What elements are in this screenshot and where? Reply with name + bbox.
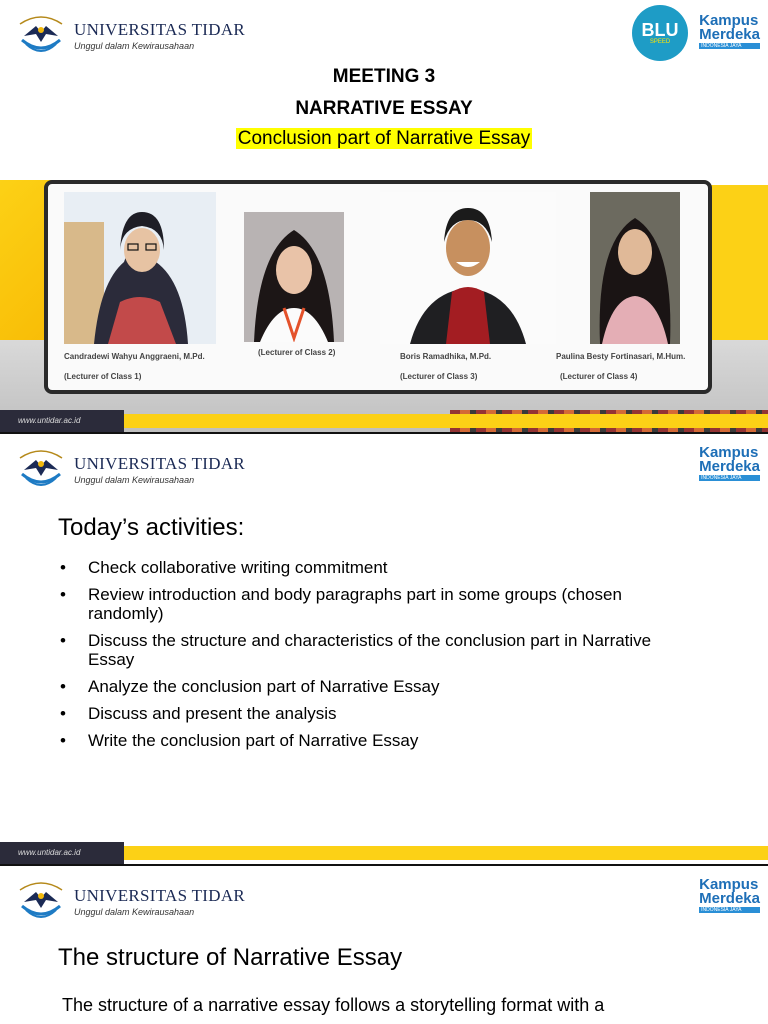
kampus-text: Kampus	[699, 444, 759, 461]
lecturer-name-1: Candradewi Wahyu Anggraeni, M.Pd.	[64, 352, 205, 361]
lecturer-card-2	[244, 192, 344, 357]
footer-url[interactable]: www.untidar.ac.id	[0, 842, 124, 864]
university-tagline: Unggul dalam Kewirausahaan	[74, 906, 195, 917]
list-item: • Write the conclusion part of Narrative Essay	[60, 731, 700, 750]
activities-list	[60, 558, 700, 758]
lecturer-class-1: (Lecturer of Class 1)	[64, 372, 142, 381]
list-item: • Analyze the conclusion part of Narrative Essay	[60, 677, 700, 696]
slide-3	[0, 866, 768, 1024]
slide-2	[0, 434, 768, 866]
meeting-title: MEETING 3	[332, 66, 436, 87]
lecturers-panel	[44, 180, 712, 394]
slide-1	[0, 0, 768, 434]
kampus-merdeka-logo	[699, 14, 760, 49]
university-tagline: Unggul dalam Kewirausahaan	[74, 40, 195, 51]
structure-body: The structure of a narrative essay follows a storytelling format with a	[62, 995, 605, 1015]
merdeka-text: Merdeka	[699, 26, 760, 43]
kampus-merdeka-logo	[699, 878, 760, 913]
list-item: • Check collaborative writing commitment	[60, 558, 700, 577]
indonesia-jaya-text: INDONESIA JAYA	[699, 907, 760, 913]
university-emblem-icon	[16, 878, 66, 924]
essay-title: NARRATIVE ESSAY	[295, 98, 473, 119]
lecturer-photo-3	[380, 192, 556, 344]
lecturer-name-3: Boris Ramadhika, M.Pd.	[400, 352, 492, 361]
list-item: • Review introduction and body paragraphs part in some groups (chosen randomly)	[60, 585, 700, 623]
blu-speed-logo	[632, 5, 688, 61]
lecturer-card-4	[556, 192, 686, 381]
footer-stripe	[124, 846, 768, 860]
lecturer-card-1	[64, 192, 216, 381]
kampus-merdeka-logo	[699, 446, 760, 481]
blu-sub-text: SPEED	[649, 39, 671, 45]
slide-subtitle: Conclusion part of Narrative Essay	[237, 128, 531, 149]
university-name: UNIVERSITAS TIDAR	[74, 885, 246, 905]
footer-stripe	[124, 414, 768, 428]
merdeka-text: Merdeka	[699, 890, 760, 907]
university-name: UNIVERSITAS TIDAR	[74, 453, 246, 473]
university-emblem-icon	[16, 446, 66, 492]
footer-url[interactable]: www.untidar.ac.id	[0, 410, 124, 432]
kampus-text: Kampus	[699, 12, 759, 29]
university-logo	[16, 446, 245, 492]
indonesia-jaya-text: INDONESIA JAYA	[699, 475, 760, 481]
list-item: • Discuss the structure and characteristics of the conclusion part in Narrative Essay	[60, 631, 700, 669]
indonesia-jaya-text: INDONESIA JAYA	[699, 43, 760, 49]
university-logo	[16, 12, 245, 58]
university-tagline: Unggul dalam Kewirausahaan	[74, 474, 195, 485]
structure-title: The structure of Narrative Essay	[58, 944, 403, 971]
university-emblem-icon	[16, 12, 66, 58]
activities-title: Today’s activities:	[58, 514, 245, 541]
university-name: UNIVERSITAS TIDAR	[74, 19, 246, 39]
lecturer-class-2: (Lecturer of Class 2)	[258, 348, 336, 357]
lecturer-photo-2	[244, 212, 344, 342]
lecturer-photo-4	[590, 192, 680, 344]
lecturer-class-3: (Lecturer of Class 3)	[400, 372, 478, 381]
blu-text: BLU	[641, 20, 679, 40]
kampus-text: Kampus	[699, 876, 759, 893]
lecturer-photo-1	[64, 192, 216, 344]
list-item: • Discuss and present the analysis	[60, 704, 700, 723]
lecturer-card-3	[380, 192, 556, 381]
university-logo	[16, 878, 245, 924]
merdeka-text: Merdeka	[699, 458, 760, 475]
lecturer-name-4: Paulina Besty Fortinasari, M.Hum.	[556, 352, 686, 361]
lecturer-class-4: (Lecturer of Class 4)	[560, 372, 638, 381]
